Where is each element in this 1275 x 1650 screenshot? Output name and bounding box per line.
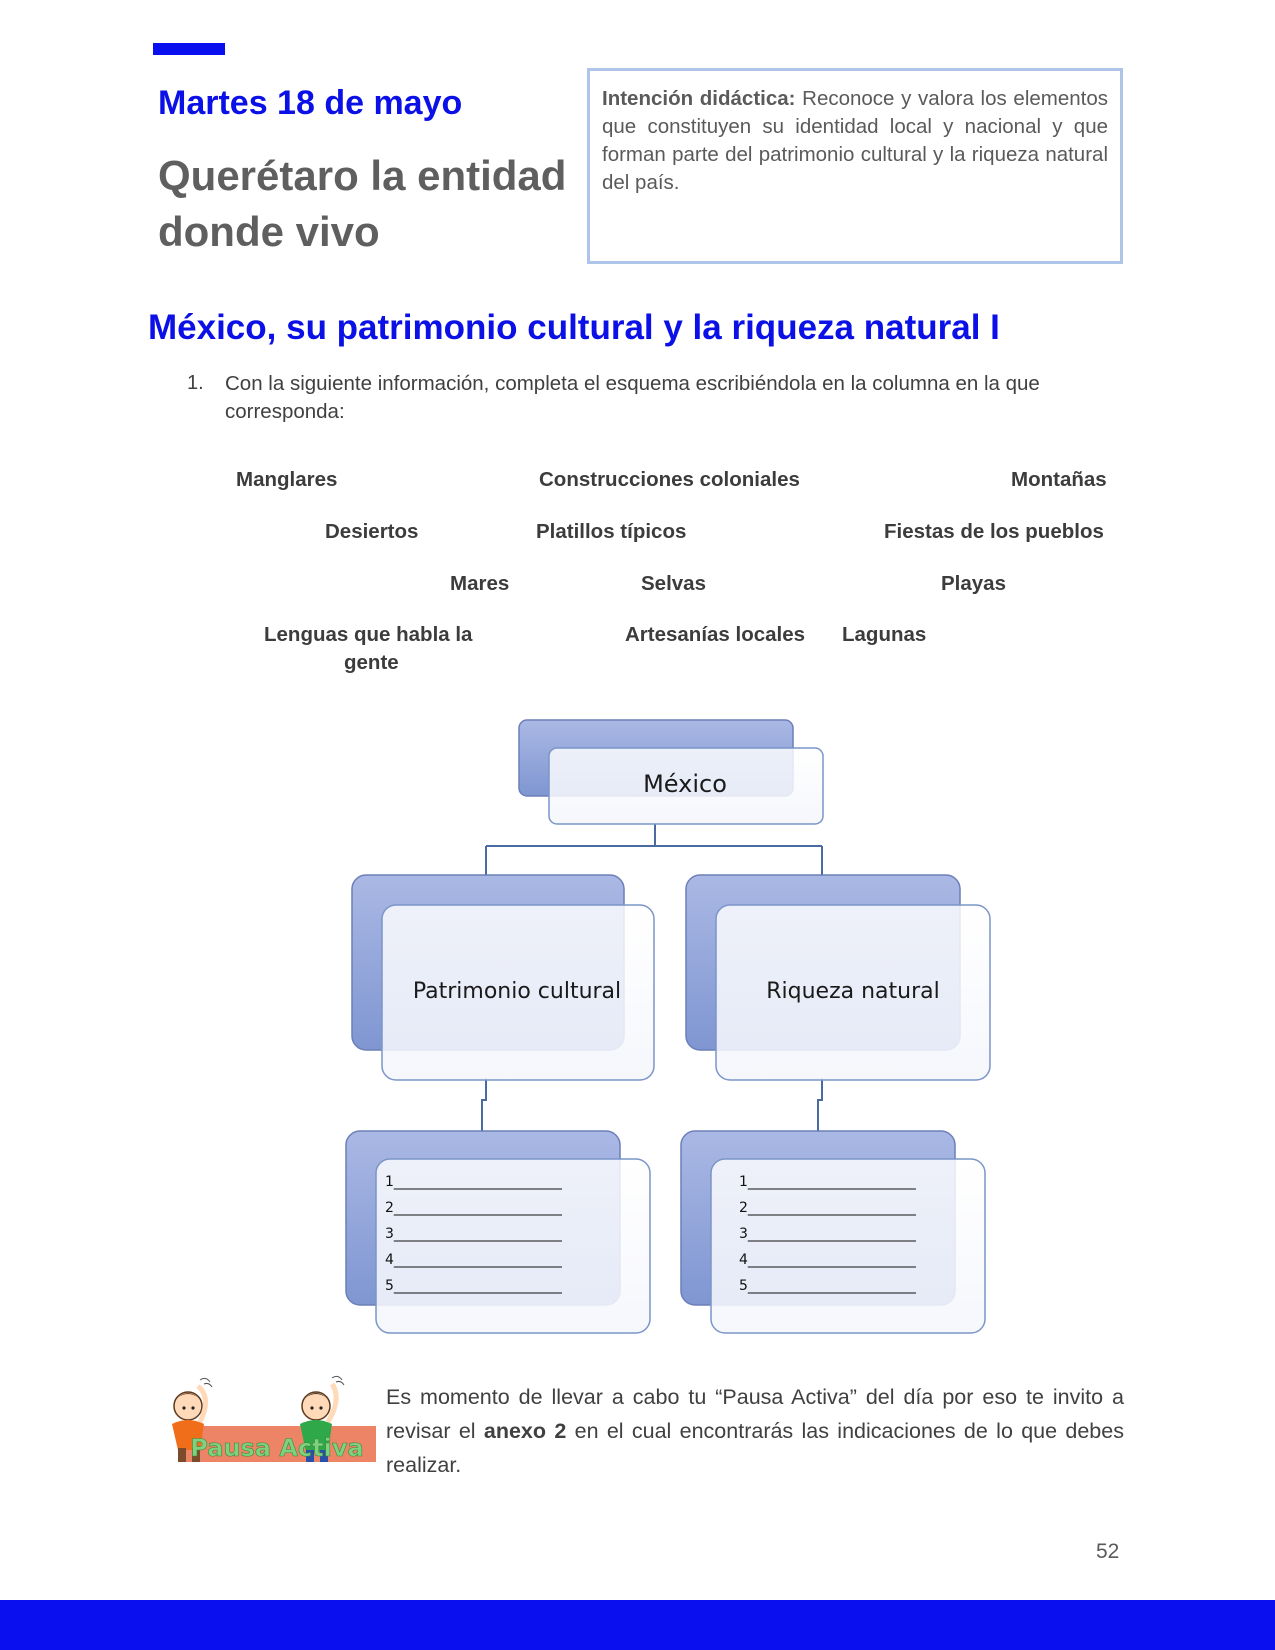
- left-list-line-2: 2________________________: [385, 1200, 562, 1216]
- word-playas: Playas: [941, 572, 1006, 595]
- footer-bar: [0, 1600, 1275, 1650]
- left-list-node: [346, 1131, 650, 1333]
- right-list-line-3: 3________________________: [739, 1226, 916, 1242]
- section-title: México, su patrimonio cultural y la riqueza natural I: [148, 308, 1000, 347]
- instruction-text: Con la siguiente información, completa el esquema escribiéndola en la columna en la que corresponda:: [225, 372, 1040, 423]
- left-branch-node: [352, 875, 654, 1080]
- word-lenguas-line1: Lenguas que habla la: [264, 623, 473, 646]
- left-list-line-5: 5________________________: [385, 1278, 562, 1294]
- word-manglares: Manglares: [236, 468, 338, 491]
- right-list-line-1: 1________________________: [739, 1174, 916, 1190]
- right-branch-node: [686, 875, 990, 1080]
- intent-label: Intención didáctica:: [602, 87, 796, 110]
- word-desiertos: Desiertos: [325, 520, 419, 543]
- right-list-line-2: 2________________________: [739, 1200, 916, 1216]
- root-node-label: México: [643, 770, 727, 798]
- word-montanas: Montañas: [1011, 468, 1107, 491]
- word-mares: Mares: [450, 572, 510, 595]
- page-number: 52: [1096, 1540, 1120, 1563]
- pausa-activa-logo: [160, 1372, 380, 1472]
- lesson-date: Martes 18 de mayo: [158, 84, 463, 122]
- word-selvas: Selvas: [641, 572, 706, 595]
- word-platillos: Platillos típicos: [536, 520, 687, 543]
- right-list-line-4: 4________________________: [739, 1252, 916, 1268]
- pausa-logo-text: Pausa Activa: [190, 1434, 364, 1462]
- word-construcciones: Construcciones coloniales: [539, 468, 800, 491]
- left-list-line-1: 1________________________: [385, 1174, 562, 1190]
- word-artesanias: Artesanías locales: [625, 623, 806, 646]
- word-fiestas: Fiestas de los pueblos: [884, 520, 1104, 543]
- left-list-line-3: 3________________________: [385, 1226, 562, 1242]
- pausa-text-annex: anexo 2: [483, 1419, 567, 1443]
- pausa-text-before: Es momento de llevar a cabo tu “Pausa Activa” del día por eso te invito a revisar el: [386, 1385, 1124, 1443]
- right-list-node: [681, 1131, 985, 1333]
- word-lenguas-line2: gente: [344, 651, 399, 674]
- word-lagunas: Lagunas: [842, 623, 927, 646]
- pausa-text-after: en el cual encontrarás las indicaciones de lo que debes realizar.: [386, 1419, 1124, 1477]
- right-list-line-5: 5________________________: [739, 1278, 916, 1294]
- intent-text: Reconoce y valora los elementos que constituyen su identidad local y nacional y que forman parte del patrimonio cultural y la riqueza natural del país.: [602, 87, 1109, 194]
- root-node: [519, 720, 823, 824]
- lesson-title: Querétaro la entidad donde vivo: [158, 152, 567, 255]
- right-branch-label: Riqueza natural: [766, 979, 940, 1004]
- pausa-activa-text: [386, 1380, 1124, 1482]
- instruction-number: 1.: [187, 372, 204, 394]
- left-list-line-4: 4________________________: [385, 1252, 562, 1268]
- left-branch-label: Patrimonio cultural: [412, 979, 622, 1004]
